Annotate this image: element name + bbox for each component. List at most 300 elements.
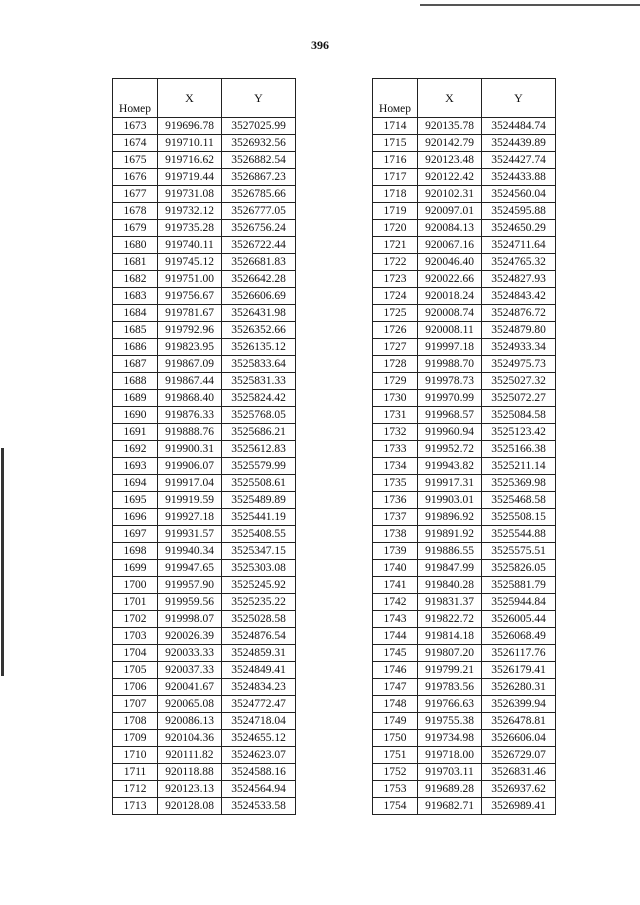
cell-x: 919931.57 — [158, 526, 222, 543]
cell-x: 919903.01 — [418, 492, 482, 509]
cell-y: 3526606.69 — [222, 288, 296, 305]
table-row — [113, 135, 296, 152]
cell-y: 3524876.54 — [222, 628, 296, 645]
cell-number: 1678 — [113, 203, 158, 220]
cell-y: 3525544.88 — [482, 526, 556, 543]
table-row — [373, 730, 556, 747]
cell-x: 920067.16 — [418, 237, 482, 254]
table-row — [373, 441, 556, 458]
cell-number: 1748 — [373, 696, 418, 713]
cell-number: 1728 — [373, 356, 418, 373]
header-number: Номер — [373, 79, 418, 118]
header-y: Y — [222, 79, 296, 118]
table-row — [113, 407, 296, 424]
cell-x: 919719.44 — [158, 169, 222, 186]
cell-x: 920097.01 — [418, 203, 482, 220]
table-row — [373, 152, 556, 169]
table-row — [113, 730, 296, 747]
table-row — [113, 611, 296, 628]
cell-number: 1741 — [373, 577, 418, 594]
table-row — [113, 288, 296, 305]
cell-y: 3524439.89 — [482, 135, 556, 152]
cell-y: 3524859.31 — [222, 645, 296, 662]
cell-y: 3525831.33 — [222, 373, 296, 390]
table-row — [373, 594, 556, 611]
table-row — [113, 373, 296, 390]
cell-x: 919682.71 — [418, 798, 482, 815]
table-row — [373, 798, 556, 815]
cell-y: 3525408.55 — [222, 526, 296, 543]
cell-y: 3525211.14 — [482, 458, 556, 475]
cell-y: 3525166.38 — [482, 441, 556, 458]
cell-number: 1674 — [113, 135, 158, 152]
table-row — [113, 441, 296, 458]
cell-y: 3524427.74 — [482, 152, 556, 169]
cell-y: 3526681.83 — [222, 254, 296, 271]
cell-y: 3526431.98 — [222, 305, 296, 322]
cell-y: 3525027.32 — [482, 373, 556, 390]
cell-x: 919947.65 — [158, 560, 222, 577]
cell-x: 919740.11 — [158, 237, 222, 254]
cell-number: 1707 — [113, 696, 158, 713]
cell-x: 919735.28 — [158, 220, 222, 237]
cell-number: 1754 — [373, 798, 418, 815]
cell-number: 1719 — [373, 203, 418, 220]
cell-y: 3526785.66 — [222, 186, 296, 203]
cell-number: 1726 — [373, 322, 418, 339]
cell-number: 1742 — [373, 594, 418, 611]
cell-x: 919696.78 — [158, 118, 222, 135]
cell-number: 1727 — [373, 339, 418, 356]
cell-x: 919822.72 — [418, 611, 482, 628]
table-row — [373, 186, 556, 203]
table-row — [373, 220, 556, 237]
cell-y: 3525245.92 — [222, 577, 296, 594]
header-y: Y — [482, 79, 556, 118]
table-row — [113, 781, 296, 798]
cell-x: 920128.08 — [158, 798, 222, 815]
cell-x: 919792.96 — [158, 322, 222, 339]
cell-number: 1684 — [113, 305, 158, 322]
cell-x: 920123.48 — [418, 152, 482, 169]
cell-number: 1721 — [373, 237, 418, 254]
cell-y: 3526989.41 — [482, 798, 556, 815]
table-row — [373, 237, 556, 254]
table-row — [113, 798, 296, 815]
table-row — [113, 322, 296, 339]
cell-y: 3525824.42 — [222, 390, 296, 407]
cell-x: 919814.18 — [418, 628, 482, 645]
cell-number: 1734 — [373, 458, 418, 475]
table-row — [113, 628, 296, 645]
cell-x: 919755.38 — [418, 713, 482, 730]
cell-y: 3525508.15 — [482, 509, 556, 526]
cell-x: 920018.24 — [418, 288, 482, 305]
cell-number: 1691 — [113, 424, 158, 441]
cell-x: 920046.40 — [418, 254, 482, 271]
cell-number: 1689 — [113, 390, 158, 407]
cell-number: 1703 — [113, 628, 158, 645]
cell-y: 3525768.05 — [222, 407, 296, 424]
cell-y: 3526606.04 — [482, 730, 556, 747]
cell-y: 3524834.23 — [222, 679, 296, 696]
cell-x: 919756.67 — [158, 288, 222, 305]
cell-y: 3526478.81 — [482, 713, 556, 730]
cell-y: 3525072.27 — [482, 390, 556, 407]
cell-number: 1673 — [113, 118, 158, 135]
cell-number: 1699 — [113, 560, 158, 577]
top-rule — [420, 4, 640, 6]
cell-x: 919831.37 — [418, 594, 482, 611]
cell-number: 1744 — [373, 628, 418, 645]
cell-x: 920118.88 — [158, 764, 222, 781]
cell-x: 919917.04 — [158, 475, 222, 492]
cell-number: 1694 — [113, 475, 158, 492]
cell-y: 3524843.42 — [482, 288, 556, 305]
cell-number: 1675 — [113, 152, 158, 169]
coordinates-table-left — [112, 78, 296, 815]
cell-x: 919731.08 — [158, 186, 222, 203]
cell-x: 919781.67 — [158, 305, 222, 322]
table-row — [373, 747, 556, 764]
cell-number: 1695 — [113, 492, 158, 509]
table-row — [373, 628, 556, 645]
table-row — [113, 339, 296, 356]
cell-y: 3524933.34 — [482, 339, 556, 356]
table-row — [373, 305, 556, 322]
cell-number: 1747 — [373, 679, 418, 696]
cell-number: 1715 — [373, 135, 418, 152]
cell-y: 3524879.80 — [482, 322, 556, 339]
cell-y: 3524650.29 — [482, 220, 556, 237]
cell-x: 920008.74 — [418, 305, 482, 322]
cell-number: 1724 — [373, 288, 418, 305]
cell-y: 3524533.58 — [222, 798, 296, 815]
cell-number: 1702 — [113, 611, 158, 628]
cell-x: 919896.92 — [418, 509, 482, 526]
cell-number: 1711 — [113, 764, 158, 781]
cell-y: 3525579.99 — [222, 458, 296, 475]
cell-number: 1730 — [373, 390, 418, 407]
cell-x: 920033.33 — [158, 645, 222, 662]
table-row — [373, 543, 556, 560]
table-row — [373, 407, 556, 424]
cell-number: 1714 — [373, 118, 418, 135]
cell-number: 1708 — [113, 713, 158, 730]
cell-number: 1709 — [113, 730, 158, 747]
cell-x: 919840.28 — [418, 577, 482, 594]
table-row — [113, 424, 296, 441]
cell-x: 920022.66 — [418, 271, 482, 288]
cell-number: 1681 — [113, 254, 158, 271]
cell-x: 919943.82 — [418, 458, 482, 475]
cell-x: 920135.78 — [418, 118, 482, 135]
header-x: X — [158, 79, 222, 118]
cell-y: 3525468.58 — [482, 492, 556, 509]
table-row — [373, 424, 556, 441]
cell-x: 919998.07 — [158, 611, 222, 628]
cell-x: 919988.70 — [418, 356, 482, 373]
table-row — [373, 526, 556, 543]
cell-y: 3524560.04 — [482, 186, 556, 203]
cell-y: 3525028.58 — [222, 611, 296, 628]
cell-number: 1700 — [113, 577, 158, 594]
cell-number: 1706 — [113, 679, 158, 696]
cell-y: 3524849.41 — [222, 662, 296, 679]
cell-number: 1698 — [113, 543, 158, 560]
cell-x: 919734.98 — [418, 730, 482, 747]
cell-x: 919703.11 — [418, 764, 482, 781]
table-row — [113, 594, 296, 611]
cell-number: 1753 — [373, 781, 418, 798]
cell-x: 920008.11 — [418, 322, 482, 339]
cell-x: 919891.92 — [418, 526, 482, 543]
table-row — [373, 492, 556, 509]
cell-number: 1736 — [373, 492, 418, 509]
cell-y: 3525489.89 — [222, 492, 296, 509]
cell-x: 919689.28 — [418, 781, 482, 798]
header-x: X — [418, 79, 482, 118]
table-header-row — [113, 79, 296, 118]
cell-x: 919847.99 — [418, 560, 482, 577]
table-row — [373, 509, 556, 526]
cell-x: 919940.34 — [158, 543, 222, 560]
cell-number: 1717 — [373, 169, 418, 186]
cell-number: 1743 — [373, 611, 418, 628]
cell-x: 919917.31 — [418, 475, 482, 492]
cell-y: 3526722.44 — [222, 237, 296, 254]
cell-number: 1688 — [113, 373, 158, 390]
cell-y: 3524564.94 — [222, 781, 296, 798]
cell-y: 3524975.73 — [482, 356, 556, 373]
cell-x: 920086.13 — [158, 713, 222, 730]
cell-number: 1739 — [373, 543, 418, 560]
table-row — [373, 696, 556, 713]
cell-number: 1749 — [373, 713, 418, 730]
table-row — [113, 356, 296, 373]
cell-y: 3525612.83 — [222, 441, 296, 458]
cell-number: 1745 — [373, 645, 418, 662]
page-number: 396 — [311, 38, 329, 52]
cell-y: 3527025.99 — [222, 118, 296, 135]
cell-number: 1752 — [373, 764, 418, 781]
cell-x: 920037.33 — [158, 662, 222, 679]
cell-x: 919959.56 — [158, 594, 222, 611]
cell-number: 1705 — [113, 662, 158, 679]
table-row — [113, 118, 296, 135]
cell-number: 1690 — [113, 407, 158, 424]
cell-number: 1713 — [113, 798, 158, 815]
cell-x: 919867.09 — [158, 356, 222, 373]
cell-y: 3526882.54 — [222, 152, 296, 169]
cell-x: 919868.40 — [158, 390, 222, 407]
cell-number: 1686 — [113, 339, 158, 356]
cell-x: 919957.90 — [158, 577, 222, 594]
cell-x: 920084.13 — [418, 220, 482, 237]
margin-mark — [1, 448, 4, 676]
table-row — [373, 679, 556, 696]
cell-number: 1716 — [373, 152, 418, 169]
cell-y: 3524433.88 — [482, 169, 556, 186]
table-row — [113, 237, 296, 254]
table-row — [373, 645, 556, 662]
cell-number: 1704 — [113, 645, 158, 662]
table-row — [373, 373, 556, 390]
table-row — [113, 696, 296, 713]
cell-x: 919716.62 — [158, 152, 222, 169]
cell-x: 919783.56 — [418, 679, 482, 696]
cell-number: 1731 — [373, 407, 418, 424]
header-number: Номер — [113, 79, 158, 118]
cell-y: 3524765.32 — [482, 254, 556, 271]
cell-y: 3525303.08 — [222, 560, 296, 577]
cell-y: 3525084.58 — [482, 407, 556, 424]
cell-number: 1718 — [373, 186, 418, 203]
cell-x: 920065.08 — [158, 696, 222, 713]
table-header-row — [373, 79, 556, 118]
cell-number: 1692 — [113, 441, 158, 458]
cell-y: 3524655.12 — [222, 730, 296, 747]
table-row — [373, 713, 556, 730]
table-row — [373, 271, 556, 288]
cell-x: 919900.31 — [158, 441, 222, 458]
table-row — [373, 135, 556, 152]
cell-x: 919766.63 — [418, 696, 482, 713]
cell-y: 3526068.49 — [482, 628, 556, 645]
table-row — [113, 747, 296, 764]
cell-x: 919927.18 — [158, 509, 222, 526]
cell-x: 919876.33 — [158, 407, 222, 424]
table-row — [373, 475, 556, 492]
cell-y: 3524827.93 — [482, 271, 556, 288]
cell-number: 1676 — [113, 169, 158, 186]
cell-number: 1680 — [113, 237, 158, 254]
cell-y: 3526932.56 — [222, 135, 296, 152]
cell-y: 3526117.76 — [482, 645, 556, 662]
table-row — [373, 390, 556, 407]
cell-x: 920142.79 — [418, 135, 482, 152]
table-row — [113, 271, 296, 288]
table-row — [113, 254, 296, 271]
cell-y: 3526179.41 — [482, 662, 556, 679]
cell-number: 1732 — [373, 424, 418, 441]
cell-y: 3526280.31 — [482, 679, 556, 696]
cell-number: 1746 — [373, 662, 418, 679]
cell-x: 919710.11 — [158, 135, 222, 152]
table-row — [113, 390, 296, 407]
cell-x: 919799.21 — [418, 662, 482, 679]
table-row — [113, 526, 296, 543]
cell-y: 3525944.84 — [482, 594, 556, 611]
cell-x: 919906.07 — [158, 458, 222, 475]
cell-y: 3525833.64 — [222, 356, 296, 373]
cell-number: 1697 — [113, 526, 158, 543]
cell-y: 3526352.66 — [222, 322, 296, 339]
cell-x: 919888.76 — [158, 424, 222, 441]
cell-y: 3525881.79 — [482, 577, 556, 594]
table-row — [113, 458, 296, 475]
cell-number: 1723 — [373, 271, 418, 288]
table-row — [373, 458, 556, 475]
cell-number: 1696 — [113, 509, 158, 526]
cell-y: 3526642.28 — [222, 271, 296, 288]
cell-y: 3525441.19 — [222, 509, 296, 526]
table-row — [113, 645, 296, 662]
cell-number: 1740 — [373, 560, 418, 577]
cell-x: 919952.72 — [418, 441, 482, 458]
cell-x: 919919.59 — [158, 492, 222, 509]
cell-x: 920041.67 — [158, 679, 222, 696]
table-row — [373, 764, 556, 781]
cell-x: 920122.42 — [418, 169, 482, 186]
cell-y: 3526399.94 — [482, 696, 556, 713]
table-row — [373, 781, 556, 798]
cell-number: 1738 — [373, 526, 418, 543]
cell-number: 1687 — [113, 356, 158, 373]
table-row — [113, 679, 296, 696]
table-row — [113, 305, 296, 322]
cell-y: 3526777.05 — [222, 203, 296, 220]
cell-y: 3526135.12 — [222, 339, 296, 356]
cell-number: 1710 — [113, 747, 158, 764]
table-row — [113, 509, 296, 526]
cell-x: 919960.94 — [418, 424, 482, 441]
table-row — [113, 492, 296, 509]
cell-number: 1712 — [113, 781, 158, 798]
cell-y: 3526831.46 — [482, 764, 556, 781]
cell-x: 919718.00 — [418, 747, 482, 764]
table-row — [373, 254, 556, 271]
table-row — [373, 577, 556, 594]
cell-x: 919978.73 — [418, 373, 482, 390]
table-row — [373, 611, 556, 628]
cell-x: 919751.00 — [158, 271, 222, 288]
cell-number: 1720 — [373, 220, 418, 237]
cell-x: 919867.44 — [158, 373, 222, 390]
cell-y: 3524772.47 — [222, 696, 296, 713]
cell-y: 3526937.62 — [482, 781, 556, 798]
table-row — [113, 543, 296, 560]
cell-number: 1729 — [373, 373, 418, 390]
cell-x: 919807.20 — [418, 645, 482, 662]
cell-number: 1725 — [373, 305, 418, 322]
cell-x: 920104.36 — [158, 730, 222, 747]
cell-number: 1682 — [113, 271, 158, 288]
cell-y: 3524718.04 — [222, 713, 296, 730]
cell-number: 1677 — [113, 186, 158, 203]
table-row — [113, 475, 296, 492]
cell-x: 919886.55 — [418, 543, 482, 560]
cell-x: 919997.18 — [418, 339, 482, 356]
table-row — [113, 764, 296, 781]
coordinates-table-right — [372, 78, 556, 815]
cell-x: 919968.57 — [418, 407, 482, 424]
cell-y: 3525826.05 — [482, 560, 556, 577]
table-row — [113, 169, 296, 186]
cell-y: 3526756.24 — [222, 220, 296, 237]
table-row — [113, 152, 296, 169]
cell-y: 3524484.74 — [482, 118, 556, 135]
cell-y: 3525123.42 — [482, 424, 556, 441]
cell-y: 3524595.88 — [482, 203, 556, 220]
cell-number: 1735 — [373, 475, 418, 492]
table-row — [373, 322, 556, 339]
table-row — [113, 220, 296, 237]
table-row — [373, 356, 556, 373]
cell-x: 920111.82 — [158, 747, 222, 764]
cell-y: 3524623.07 — [222, 747, 296, 764]
cell-y: 3525508.61 — [222, 475, 296, 492]
